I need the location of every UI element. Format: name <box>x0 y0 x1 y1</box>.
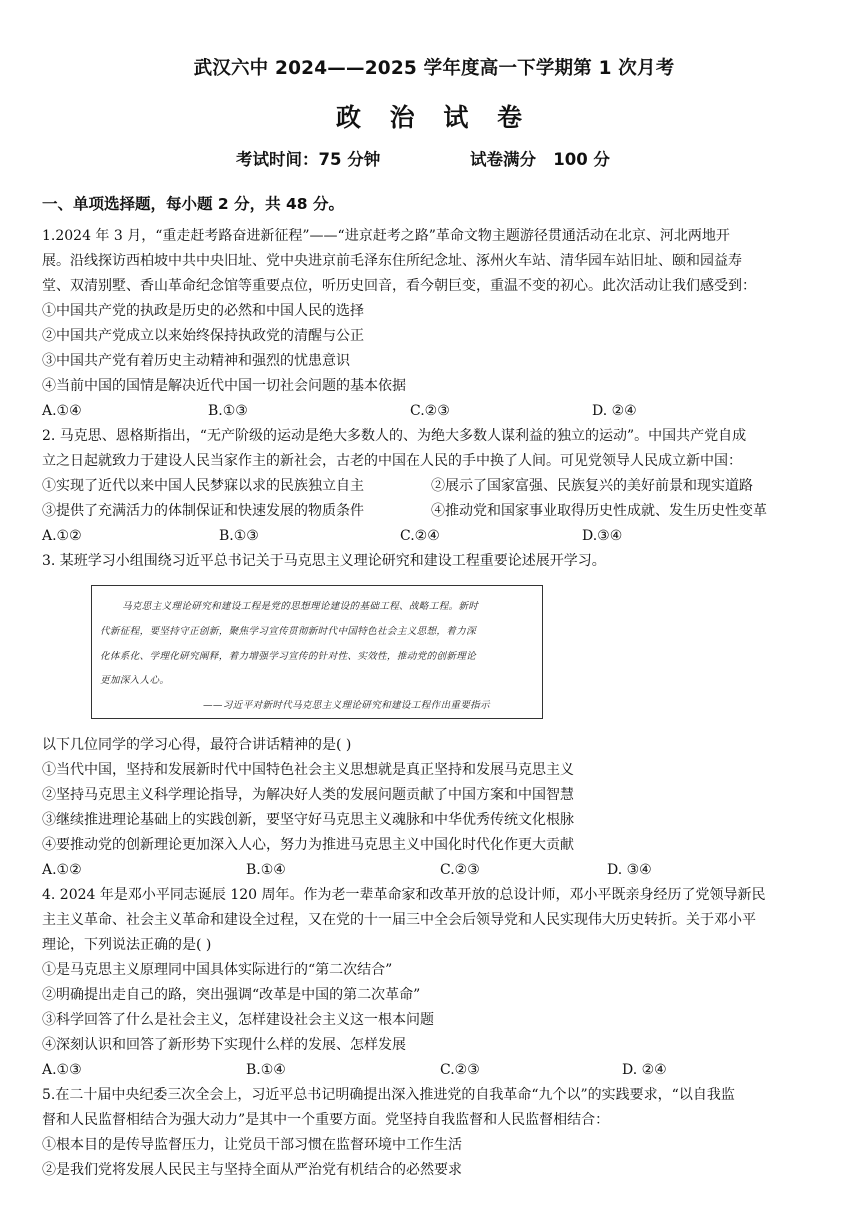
full-score: 试卷满分 100 分 <box>470 150 610 169</box>
q1-item: ④当前中国的国情是解决近代中国一切社会问题的基本依据 <box>42 378 406 394</box>
q1-option-c: C.②③ <box>410 403 450 419</box>
q2-option-b: B.①③ <box>219 528 259 544</box>
q2-item: ①实现了近代以来中国人民梦寐以求的民族独立自主 <box>42 478 364 494</box>
quote-line: 化体系化、学理化研究阐释，着力增强学习宣传的针对性、实效性，推动党的创新理论 <box>100 651 476 662</box>
q1-item: ③中国共产党有着历史主动精神和强烈的忧患意识 <box>42 353 350 369</box>
quote-source: ——习近平对新时代马克思主义理论研究和建设工程作出重要指示 <box>203 700 490 711</box>
q3-option-b: B.①④ <box>246 862 286 878</box>
q2-item: ②展示了国家富强、民族复兴的美好前景和现实道路 <box>431 478 753 494</box>
q1-item: ②中国共产党成立以来始终保持执政党的清醒与公正 <box>42 328 364 344</box>
exam-title: 武汉六中 2024——2025 学年度高一下学期第 1 次月考 <box>193 58 675 79</box>
q3-option-c: C.②③ <box>440 862 480 878</box>
q3-item: ③继续推进理论基础上的实践创新，要坚守好马克思主义魂脉和中华优秀传统文化根脉 <box>42 812 574 828</box>
q1-stem-line: 堂、双清别墅、香山革命纪念馆等重要点位，听历史回音，看今朝巨变，重温不变的初心。此次活动让我们感受到： <box>42 278 756 294</box>
q3-item: ④要推动党的创新理论更加深入人心，努力为推进马克思主义中国化时代化作更大贡献 <box>42 837 574 853</box>
quote-line: 更加深入人心。 <box>100 675 170 686</box>
section-heading: 一、单项选择题，每小题 2 分，共 48 分。 <box>42 195 344 213</box>
quote-box <box>91 585 543 719</box>
q4-item: ②明确提出走自己的路，突出强调“改革是中国的第二次革命” <box>42 987 421 1003</box>
q2-item: ④推动党和国家事业取得历史性成就、发生历史性变革 <box>431 503 767 519</box>
q2-option-a: A.①② <box>42 528 82 544</box>
q2-option-c: C.②④ <box>400 528 440 544</box>
q4-stem-line: 主主义革命、社会主义革命和建设全过程，又在党的十一届三中全会后领导党和人民实现伟大历史转折。关于邓小平 <box>42 912 756 928</box>
q4-stem-line: 4. 2024 年是邓小平同志诞辰 120 周年。作为老一辈革命家和改革开放的总设计师，邓小平既亲身经历了党领导新民 <box>42 887 766 903</box>
q3-option-d: D. ③④ <box>607 862 652 878</box>
q3-item: ①当代中国，坚持和发展新时代中国特色社会主义思想就是真正坚持和发展马克思主义 <box>42 762 574 778</box>
q3-stem: 3. 某班学习小组围绕习近平总书记关于马克思主义理论研究和建设工程重要论述展开学习。 <box>42 553 606 569</box>
q4-option-a: A.①③ <box>42 1062 82 1078</box>
q2-stem-line: 2. 马克思、恩格斯指出，“无产阶级的运动是绝大多数人的、为绝大多数人谋利益的独立的运动”。中国共产党自成 <box>42 428 747 444</box>
q1-stem-line: 1.2024 年 3 月，“重走赶考路奋进新征程”——“进京赶考之路”革命文物主题游径贯通活动在北京、河北两地开 <box>42 228 730 244</box>
q2-stem-line: 立之日起就致力于建设人民当家作主的新社会，古老的中国在人民的手中换了人间。可见党领导人民成立新中国： <box>42 453 742 469</box>
q3-question: 以下几位同学的学习心得，最符合讲话精神的是( ) <box>42 737 352 753</box>
q5-item: ①根本目的是传导监督压力，让党员干部习惯在监督环境中工作生活 <box>42 1137 462 1153</box>
q1-option-a: A.①④ <box>42 403 82 419</box>
exam-time: 考试时间：75 分钟 <box>236 150 381 169</box>
quote-line: 马克思主义理论研究和建设工程是党的思想理论建设的基础工程、战略工程。新时 <box>122 601 479 612</box>
quote-line: 代新征程，要坚持守正创新，聚焦学习宣传贯彻新时代中国特色社会主义思想，着力深 <box>100 626 476 637</box>
q4-option-c: C.②③ <box>440 1062 480 1078</box>
q3-option-a: A.①② <box>42 862 82 878</box>
q5-stem-line: 督和人民监督相结合为强大动力”是其中一个重要方面。党坚持自我监督和人民监督相结合： <box>42 1112 610 1128</box>
q1-option-d: D. ②④ <box>592 403 637 419</box>
q4-item: ④深刻认识和回答了新形势下实现什么样的发展、怎样发展 <box>42 1037 406 1053</box>
q5-item: ②是我们党将发展人民民主与坚持全面从严治党有机结合的必然要求 <box>42 1162 462 1178</box>
q4-stem-line: 理论，下列说法正确的是( ) <box>42 937 212 953</box>
q2-option-d: D.③④ <box>582 528 623 544</box>
q4-option-d: D. ②④ <box>622 1062 667 1078</box>
q1-item: ①中国共产党的执政是历史的必然和中国人民的选择 <box>42 303 364 319</box>
q1-stem-line: 展。沿线探访西柏坡中共中央旧址、党中央进京前毛泽东住所纪念址、涿州火车站、清华园车站旧址、颐和园益寿 <box>42 253 742 269</box>
subject-title: 政 治 试 卷 <box>335 103 533 132</box>
q1-option-b: B.①③ <box>208 403 248 419</box>
q4-option-b: B.①④ <box>246 1062 286 1078</box>
q4-item: ③科学回答了什么是社会主义，怎样建设社会主义这一根本问题 <box>42 1012 434 1028</box>
q4-item: ①是马克思主义原理同中国具体实际进行的“第二次结合” <box>42 962 393 978</box>
q3-item: ②坚持马克思主义科学理论指导，为解决好人类的发展问题贡献了中国方案和中国智慧 <box>42 787 574 803</box>
q5-stem-line: 5.在二十届中央纪委三次全会上，习近平总书记明确提出深入推进党的自我革命“九个以”的实践要求，“以自我监 <box>42 1087 735 1103</box>
q2-item: ③提供了充满活力的体制保证和快速发展的物质条件 <box>42 503 364 519</box>
